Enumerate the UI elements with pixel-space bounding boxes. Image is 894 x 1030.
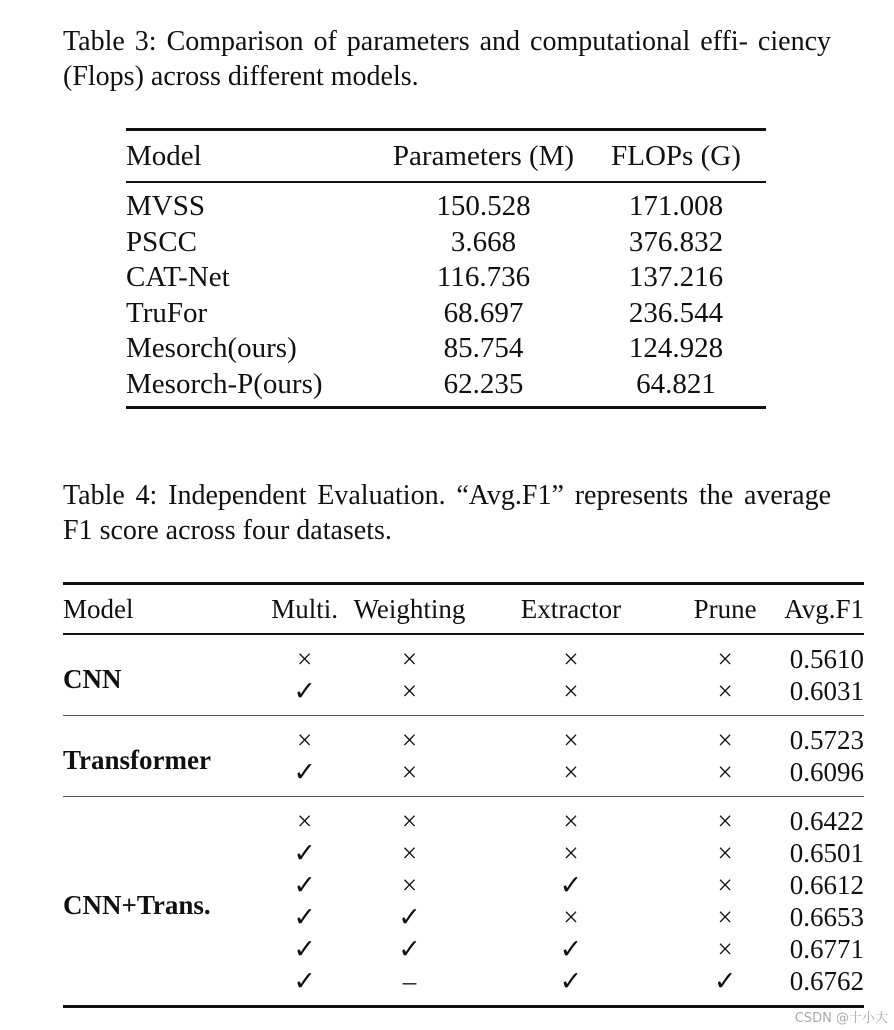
table3-row: [126, 296, 766, 332]
table4-header-multi: Multi.: [271, 594, 338, 624]
multi-cell: ✓: [293, 966, 316, 996]
flops-cell: 171.008: [628, 190, 724, 222]
weighting-cell: ✓: [398, 934, 421, 964]
params-cell: 116.736: [436, 261, 531, 293]
table3-header-flops: FLOPs (G): [611, 140, 741, 172]
flops-cell: 137.216: [628, 261, 724, 293]
weighting-cell: ×: [401, 644, 418, 674]
extractor-cell: ✓: [559, 870, 583, 900]
table4-header-prune: Prune: [693, 594, 757, 624]
params-cell: 85.754: [443, 332, 524, 364]
multi-cell: ×: [297, 806, 313, 836]
group-label: CNN+Trans.: [63, 890, 211, 920]
multi-cell: ✓: [293, 902, 316, 932]
flops-cell: 64.821: [636, 367, 716, 400]
table4-header-avgf1: Avg.F1: [784, 594, 864, 624]
extractor-cell: ×: [563, 806, 579, 836]
params-cell: 150.528: [436, 190, 531, 222]
extractor-cell: ×: [563, 644, 579, 674]
multi-cell: ✓: [293, 676, 316, 706]
group-label: Transformer: [63, 745, 211, 775]
extractor-cell: ×: [563, 725, 579, 755]
table3-row: [126, 225, 766, 261]
flops-cell: 124.928: [628, 332, 724, 364]
multi-cell: ✓: [293, 870, 316, 900]
table4-header-row: [63, 584, 864, 635]
table3-row: [126, 260, 766, 296]
multi-cell: ×: [297, 644, 313, 674]
params-cell: 3.668: [450, 225, 517, 258]
model-name-cell: MVSS: [126, 190, 205, 222]
avgf1-cell: 0.6422: [789, 806, 864, 836]
prune-cell: ×: [717, 838, 733, 868]
table4-row: [63, 716, 864, 757]
extractor-cell: ×: [563, 757, 579, 787]
model-name-cell: TruFor: [126, 296, 208, 329]
multi-cell: ✓: [293, 838, 316, 868]
extractor-cell: ✓: [559, 934, 583, 964]
multi-cell: ×: [297, 725, 313, 755]
model-name-cell: Mesorch-P(ours): [126, 367, 323, 400]
watermark: CSDN @十小大: [794, 1011, 888, 1026]
table3-header-model: Model: [126, 140, 202, 172]
prune-cell: ×: [717, 870, 733, 900]
table4-header-extractor: Extractor: [520, 594, 622, 624]
table3-caption: Table 3: Comparison of parameters and computational effi- ciency (Flops) across different models.: [63, 26, 831, 92]
avgf1-cell: 0.6771: [789, 934, 864, 964]
extractor-cell: ×: [563, 838, 579, 868]
model-name-cell: Mesorch(ours): [126, 332, 297, 364]
avgf1-cell: 0.6031: [789, 676, 864, 706]
table3: [126, 128, 766, 409]
weighting-cell: ×: [401, 725, 418, 755]
model-name-cell: PSCC: [126, 225, 197, 258]
extractor-cell: ×: [563, 902, 579, 932]
table3-row: [126, 182, 766, 225]
table4-header-weighting: Weighting: [353, 594, 466, 624]
params-cell: 68.697: [443, 296, 524, 329]
weighting-cell: ✓: [398, 902, 421, 932]
params-cell: 62.235: [443, 367, 524, 400]
weighting-cell: ×: [401, 676, 418, 706]
multi-cell: ✓: [293, 934, 316, 964]
avgf1-cell: 0.6762: [789, 966, 864, 996]
avgf1-cell: 0.6612: [789, 870, 864, 900]
extractor-cell: ×: [563, 676, 579, 706]
flops-cell: 376.832: [628, 225, 724, 258]
weighting-cell: ×: [401, 806, 418, 836]
prune-cell: ×: [717, 757, 733, 787]
prune-cell: ×: [717, 902, 733, 932]
avgf1-cell: 0.6096: [789, 757, 864, 787]
table4-caption: Table 4: Independent Evaluation. “Avg.F1” represents the average F1 score across four datasets.: [63, 480, 831, 546]
table4-header-model: Model: [63, 594, 134, 624]
avgf1-cell: 0.6501: [789, 838, 864, 868]
group-label: CNN: [63, 664, 122, 694]
prune-cell: ✓: [713, 966, 737, 996]
flops-cell: 236.544: [628, 296, 724, 329]
weighting-cell: –: [402, 966, 417, 996]
weighting-cell: ×: [401, 838, 418, 868]
weighting-cell: ×: [401, 870, 418, 900]
table4: [63, 582, 864, 1008]
model-name-cell: CAT-Net: [126, 261, 230, 293]
prune-cell: ×: [717, 676, 733, 706]
table3-row: [126, 331, 766, 367]
extractor-cell: ✓: [559, 966, 583, 996]
weighting-cell: ×: [401, 757, 418, 787]
prune-cell: ×: [717, 725, 733, 755]
prune-cell: ×: [717, 644, 733, 674]
table3-row: [126, 367, 766, 408]
avgf1-cell: 0.6653: [789, 902, 864, 932]
multi-cell: ✓: [293, 757, 316, 787]
table4-row: [63, 797, 864, 838]
avgf1-cell: 0.5610: [789, 644, 864, 674]
prune-cell: ×: [717, 934, 733, 964]
table3-header-params: Parameters (M): [392, 140, 575, 172]
table3-header-row: [126, 130, 766, 183]
avgf1-cell: 0.5723: [789, 725, 864, 755]
prune-cell: ×: [717, 806, 733, 836]
table4-row: [63, 634, 864, 675]
